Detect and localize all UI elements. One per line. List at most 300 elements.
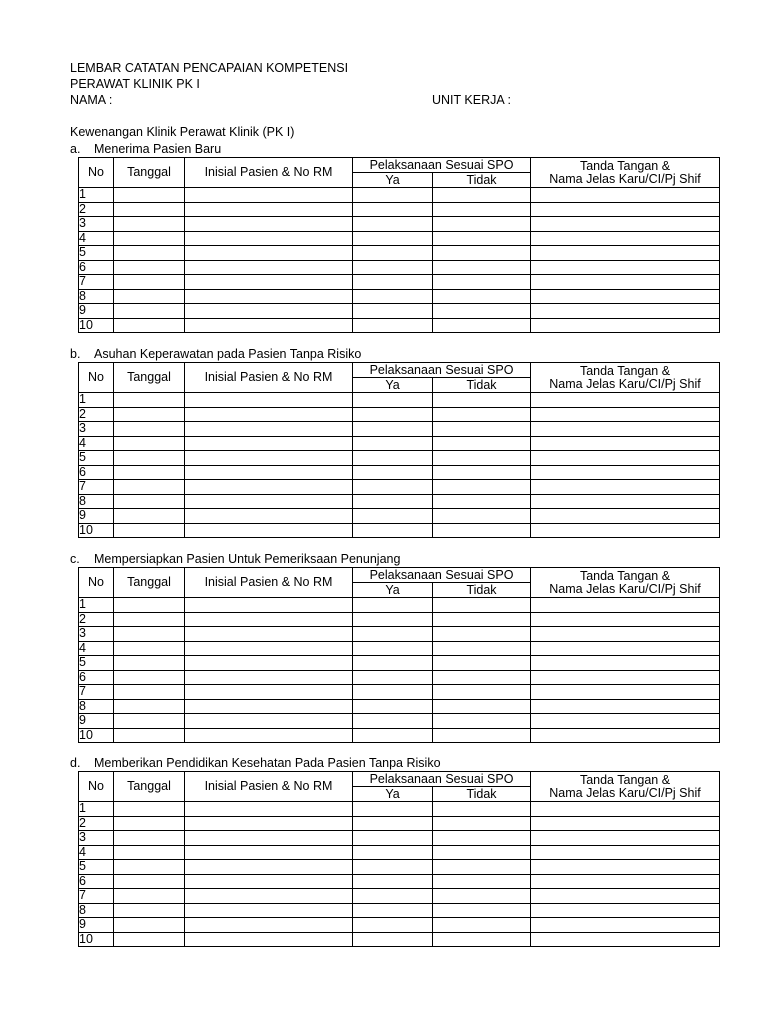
col-header-tanda-tangan [531, 158, 720, 188]
ya-cell[interactable] [353, 393, 433, 408]
tanggal-cell[interactable] [114, 509, 185, 524]
row-number: 1 [79, 598, 114, 613]
col-header-tanda-tangan [531, 363, 720, 393]
tidak-cell[interactable] [433, 304, 531, 319]
tidak-cell[interactable] [433, 874, 531, 889]
ya-cell[interactable] [353, 289, 433, 304]
competency-section [70, 551, 720, 743]
inisial-cell[interactable] [185, 275, 353, 290]
tidak-cell[interactable] [433, 816, 531, 831]
tidak-cell[interactable] [433, 509, 531, 524]
table-row [79, 188, 720, 203]
ya-cell[interactable] [353, 480, 433, 495]
col-header-inisial: Inisial Pasien & No RM [185, 363, 353, 393]
tanda-tangan-cell[interactable] [531, 304, 720, 319]
tanda-tangan-cell[interactable] [531, 246, 720, 261]
ya-cell[interactable] [353, 641, 433, 656]
row-number: 4 [79, 845, 114, 860]
tanggal-cell[interactable] [114, 612, 185, 627]
tidak-cell[interactable] [433, 246, 531, 261]
section-letter: c. [70, 552, 80, 566]
tanggal-cell[interactable] [114, 494, 185, 509]
tidak-cell[interactable] [433, 523, 531, 538]
tidak-cell[interactable] [433, 932, 531, 947]
ya-cell[interactable] [353, 889, 433, 904]
inisial-cell[interactable] [185, 612, 353, 627]
tanda-tangan-cell[interactable] [531, 451, 720, 466]
tidak-cell[interactable] [433, 627, 531, 642]
ya-cell[interactable] [353, 598, 433, 613]
competency-section [70, 755, 720, 947]
col-header-tanggal: Tanggal [114, 772, 185, 802]
tanda-tangan-cell[interactable] [531, 407, 720, 422]
inisial-cell[interactable] [185, 188, 353, 203]
tanggal-cell[interactable] [114, 860, 185, 875]
table-row [79, 670, 720, 685]
col-header-tidak: Tidak [433, 173, 531, 188]
tanda-tangan-cell[interactable] [531, 393, 720, 408]
tidak-cell[interactable] [433, 728, 531, 743]
inisial-cell[interactable] [185, 407, 353, 422]
table-row [79, 494, 720, 509]
tanda-tangan-cell[interactable] [531, 217, 720, 232]
ya-cell[interactable] [353, 860, 433, 875]
table-row [79, 465, 720, 480]
competency-table [78, 157, 720, 333]
inisial-cell[interactable] [185, 480, 353, 495]
tanggal-cell[interactable] [114, 874, 185, 889]
ya-cell[interactable] [353, 612, 433, 627]
row-number: 2 [79, 202, 114, 217]
tidak-cell[interactable] [433, 422, 531, 437]
tanda-tangan-cell[interactable] [531, 275, 720, 290]
table-row [79, 831, 720, 846]
ya-cell[interactable] [353, 627, 433, 642]
table-row [79, 656, 720, 671]
tanggal-cell[interactable] [114, 728, 185, 743]
tanggal-cell[interactable] [114, 318, 185, 333]
tidak-cell[interactable] [433, 641, 531, 656]
tanda-tangan-cell[interactable] [531, 627, 720, 642]
inisial-cell[interactable] [185, 465, 353, 480]
inisial-cell[interactable] [185, 217, 353, 232]
ya-cell[interactable] [353, 231, 433, 246]
inisial-cell[interactable] [185, 393, 353, 408]
row-number: 4 [79, 436, 114, 451]
col-header-inisial: Inisial Pasien & No RM [185, 158, 353, 188]
document-header [70, 60, 720, 140]
unit-kerja-label: UNIT KERJA : [432, 93, 511, 107]
table-row [79, 202, 720, 217]
tanda-tangan-cell[interactable] [531, 656, 720, 671]
tidak-cell[interactable] [433, 289, 531, 304]
inisial-cell[interactable] [185, 231, 353, 246]
table-row [79, 860, 720, 875]
section-title-text: Memberikan Pendidikan Kesehatan Pada Pasien Tanpa Risiko [94, 756, 441, 770]
doc-title-line2: PERAWAT KLINIK PK I [70, 77, 200, 91]
tidak-cell[interactable] [433, 903, 531, 918]
tanda-tangan-cell[interactable] [531, 903, 720, 918]
section-letter: d. [70, 756, 81, 770]
inisial-cell[interactable] [185, 699, 353, 714]
inisial-cell[interactable] [185, 889, 353, 904]
inisial-cell[interactable] [185, 802, 353, 817]
ya-cell[interactable] [353, 523, 433, 538]
ya-cell[interactable] [353, 685, 433, 700]
inisial-cell[interactable] [185, 494, 353, 509]
ya-cell[interactable] [353, 816, 433, 831]
inisial-cell[interactable] [185, 816, 353, 831]
row-number: 7 [79, 275, 114, 290]
row-number: 9 [79, 304, 114, 319]
inisial-cell[interactable] [185, 509, 353, 524]
ya-cell[interactable] [353, 436, 433, 451]
tanda-tangan-cell[interactable] [531, 289, 720, 304]
competency-table [78, 567, 720, 743]
table-row [79, 889, 720, 904]
tanda-tangan-cell[interactable] [531, 436, 720, 451]
tanggal-cell[interactable] [114, 831, 185, 846]
ya-cell[interactable] [353, 422, 433, 437]
row-number: 6 [79, 874, 114, 889]
tidak-cell[interactable] [433, 685, 531, 700]
col-header-inisial: Inisial Pasien & No RM [185, 568, 353, 598]
tanda-tangan-cell[interactable] [531, 231, 720, 246]
tanda-tangan-cell[interactable] [531, 188, 720, 203]
tanggal-cell[interactable] [114, 845, 185, 860]
tidak-cell[interactable] [433, 217, 531, 232]
ya-cell[interactable] [353, 465, 433, 480]
tanda-tangan-cell[interactable] [531, 670, 720, 685]
inisial-cell[interactable] [185, 641, 353, 656]
ya-cell[interactable] [353, 903, 433, 918]
inisial-cell[interactable] [185, 831, 353, 846]
tidak-cell[interactable] [433, 465, 531, 480]
tanda-tangan-cell[interactable] [531, 509, 720, 524]
tidak-cell[interactable] [433, 699, 531, 714]
table-header-row [79, 772, 720, 787]
inisial-cell[interactable] [185, 903, 353, 918]
tanda-tangan-line1: Tanda Tangan & [579, 568, 671, 583]
table-row [79, 699, 720, 714]
ya-cell[interactable] [353, 918, 433, 933]
ya-cell[interactable] [353, 304, 433, 319]
col-header-no: No [79, 158, 114, 188]
row-number: 7 [79, 685, 114, 700]
tanda-tangan-cell[interactable] [531, 480, 720, 495]
tanggal-cell[interactable] [114, 918, 185, 933]
tanggal-cell[interactable] [114, 480, 185, 495]
tanda-tangan-cell[interactable] [531, 422, 720, 437]
tanggal-cell[interactable] [114, 523, 185, 538]
ya-cell[interactable] [353, 246, 433, 261]
tidak-cell[interactable] [433, 436, 531, 451]
tanggal-cell[interactable] [114, 685, 185, 700]
inisial-cell[interactable] [185, 627, 353, 642]
row-number: 8 [79, 494, 114, 509]
table-row [79, 436, 720, 451]
tidak-cell[interactable] [433, 598, 531, 613]
tanda-tangan-cell[interactable] [531, 202, 720, 217]
competency-table [78, 362, 720, 538]
inisial-cell[interactable] [185, 422, 353, 437]
tanggal-cell[interactable] [114, 670, 185, 685]
tidak-cell[interactable] [433, 275, 531, 290]
tanda-tangan-line1: Tanda Tangan & [579, 158, 671, 173]
tanggal-cell[interactable] [114, 627, 185, 642]
tanda-tangan-cell[interactable] [531, 612, 720, 627]
ya-cell[interactable] [353, 728, 433, 743]
section-letter: b. [70, 347, 81, 361]
ya-cell[interactable] [353, 188, 433, 203]
inisial-cell[interactable] [185, 728, 353, 743]
tanda-tangan-cell[interactable] [531, 860, 720, 875]
tidak-cell[interactable] [433, 231, 531, 246]
inisial-cell[interactable] [185, 289, 353, 304]
inisial-cell[interactable] [185, 714, 353, 729]
table-row [79, 903, 720, 918]
col-header-tanggal: Tanggal [114, 568, 185, 598]
tanggal-cell[interactable] [114, 451, 185, 466]
tidak-cell[interactable] [433, 802, 531, 817]
tanda-tangan-cell[interactable] [531, 494, 720, 509]
tidak-cell[interactable] [433, 318, 531, 333]
table-row [79, 714, 720, 729]
row-number: 2 [79, 816, 114, 831]
inisial-cell[interactable] [185, 845, 353, 860]
col-header-no: No [79, 568, 114, 598]
col-header-ya: Ya [353, 173, 433, 188]
table-row [79, 918, 720, 933]
tanggal-cell[interactable] [114, 465, 185, 480]
tanda-tangan-cell[interactable] [531, 699, 720, 714]
tidak-cell[interactable] [433, 188, 531, 203]
tanggal-cell[interactable] [114, 656, 185, 671]
tanda-tangan-cell[interactable] [531, 523, 720, 538]
tanggal-cell[interactable] [114, 407, 185, 422]
row-number: 10 [79, 523, 114, 538]
inisial-cell[interactable] [185, 918, 353, 933]
inisial-cell[interactable] [185, 874, 353, 889]
table-row [79, 480, 720, 495]
tanda-tangan-cell[interactable] [531, 598, 720, 613]
inisial-cell[interactable] [185, 670, 353, 685]
table-row [79, 217, 720, 232]
tanggal-cell[interactable] [114, 188, 185, 203]
tanggal-cell[interactable] [114, 598, 185, 613]
tanda-tangan-cell[interactable] [531, 802, 720, 817]
table-row [79, 845, 720, 860]
row-number: 3 [79, 217, 114, 232]
inisial-cell[interactable] [185, 436, 353, 451]
identity-row [70, 92, 720, 108]
ya-cell[interactable] [353, 670, 433, 685]
tanda-tangan-cell[interactable] [531, 685, 720, 700]
tanda-tangan-cell[interactable] [531, 641, 720, 656]
inisial-cell[interactable] [185, 260, 353, 275]
ya-cell[interactable] [353, 656, 433, 671]
tidak-cell[interactable] [433, 612, 531, 627]
table-row [79, 598, 720, 613]
tanggal-cell[interactable] [114, 422, 185, 437]
tanggal-cell[interactable] [114, 231, 185, 246]
inisial-cell[interactable] [185, 860, 353, 875]
table-row [79, 612, 720, 627]
tanggal-cell[interactable] [114, 304, 185, 319]
col-header-pelaksanaan: Pelaksanaan Sesuai SPO [353, 568, 531, 583]
tidak-cell[interactable] [433, 889, 531, 904]
tanda-tangan-cell[interactable] [531, 260, 720, 275]
tidak-cell[interactable] [433, 260, 531, 275]
tanda-tangan-cell[interactable] [531, 918, 720, 933]
inisial-cell[interactable] [185, 656, 353, 671]
table-row [79, 523, 720, 538]
tanda-tangan-cell[interactable] [531, 714, 720, 729]
tanda-tangan-cell[interactable] [531, 874, 720, 889]
tanda-tangan-cell[interactable] [531, 465, 720, 480]
tanggal-cell[interactable] [114, 903, 185, 918]
inisial-cell[interactable] [185, 202, 353, 217]
tanggal-cell[interactable] [114, 816, 185, 831]
tanggal-cell[interactable] [114, 436, 185, 451]
table-row [79, 627, 720, 642]
ya-cell[interactable] [353, 494, 433, 509]
ya-cell[interactable] [353, 874, 433, 889]
section-title [70, 755, 720, 771]
inisial-cell[interactable] [185, 685, 353, 700]
row-number: 9 [79, 714, 114, 729]
tidak-cell[interactable] [433, 845, 531, 860]
col-header-tanggal: Tanggal [114, 363, 185, 393]
ya-cell[interactable] [353, 714, 433, 729]
tanggal-cell[interactable] [114, 275, 185, 290]
inisial-cell[interactable] [185, 932, 353, 947]
ya-cell[interactable] [353, 831, 433, 846]
tanggal-cell[interactable] [114, 217, 185, 232]
section-letter: a. [70, 142, 81, 156]
tanggal-cell[interactable] [114, 260, 185, 275]
table-row [79, 685, 720, 700]
ya-cell[interactable] [353, 845, 433, 860]
row-number: 7 [79, 889, 114, 904]
row-number: 1 [79, 188, 114, 203]
table-row [79, 641, 720, 656]
row-number: 6 [79, 465, 114, 480]
col-header-tanda-tangan [531, 568, 720, 598]
tanggal-cell[interactable] [114, 714, 185, 729]
inisial-cell[interactable] [185, 246, 353, 261]
tanda-tangan-line2: Nama Jelas Karu/CI/Pj Shif [549, 376, 701, 391]
tanda-tangan-cell[interactable] [531, 318, 720, 333]
ya-cell[interactable] [353, 260, 433, 275]
tidak-cell[interactable] [433, 918, 531, 933]
col-header-pelaksanaan: Pelaksanaan Sesuai SPO [353, 158, 531, 173]
col-header-pelaksanaan: Pelaksanaan Sesuai SPO [353, 772, 531, 787]
table-header-row [79, 568, 720, 583]
table-row [79, 816, 720, 831]
row-number: 8 [79, 699, 114, 714]
col-header-tidak: Tidak [433, 378, 531, 393]
tanggal-cell[interactable] [114, 699, 185, 714]
table-row [79, 874, 720, 889]
row-number: 1 [79, 802, 114, 817]
competency-section [70, 141, 720, 333]
tanda-tangan-cell[interactable] [531, 889, 720, 904]
tanggal-cell[interactable] [114, 641, 185, 656]
tidak-cell[interactable] [433, 860, 531, 875]
tidak-cell[interactable] [433, 494, 531, 509]
inisial-cell[interactable] [185, 598, 353, 613]
col-header-no: No [79, 772, 114, 802]
ya-cell[interactable] [353, 509, 433, 524]
col-header-tidak: Tidak [433, 787, 531, 802]
ya-cell[interactable] [353, 699, 433, 714]
competency-section [70, 346, 720, 538]
row-number: 3 [79, 422, 114, 437]
table-row [79, 304, 720, 319]
tidak-cell[interactable] [433, 407, 531, 422]
tanggal-cell[interactable] [114, 802, 185, 817]
tanda-tangan-line2: Nama Jelas Karu/CI/Pj Shif [549, 581, 701, 596]
tidak-cell[interactable] [433, 714, 531, 729]
col-header-ya: Ya [353, 583, 433, 598]
ya-cell[interactable] [353, 275, 433, 290]
tanda-tangan-cell[interactable] [531, 816, 720, 831]
ya-cell[interactable] [353, 217, 433, 232]
table-row [79, 509, 720, 524]
inisial-cell[interactable] [185, 318, 353, 333]
tanda-tangan-cell[interactable] [531, 831, 720, 846]
ya-cell[interactable] [353, 451, 433, 466]
tidak-cell[interactable] [433, 202, 531, 217]
tidak-cell[interactable] [433, 656, 531, 671]
tanda-tangan-cell[interactable] [531, 845, 720, 860]
tanggal-cell[interactable] [114, 889, 185, 904]
section-title [70, 551, 720, 567]
row-number: 9 [79, 918, 114, 933]
tidak-cell[interactable] [433, 831, 531, 846]
tidak-cell[interactable] [433, 670, 531, 685]
row-number: 3 [79, 627, 114, 642]
table-row [79, 393, 720, 408]
ya-cell[interactable] [353, 932, 433, 947]
tanda-tangan-cell[interactable] [531, 728, 720, 743]
ya-cell[interactable] [353, 802, 433, 817]
ya-cell[interactable] [353, 407, 433, 422]
table-row [79, 318, 720, 333]
section-title-text: Mempersiapkan Pasien Untuk Pemeriksaan Penunjang [94, 552, 401, 566]
row-number: 8 [79, 903, 114, 918]
tanggal-cell[interactable] [114, 202, 185, 217]
tidak-cell[interactable] [433, 451, 531, 466]
tanggal-cell[interactable] [114, 393, 185, 408]
inisial-cell[interactable] [185, 304, 353, 319]
ya-cell[interactable] [353, 318, 433, 333]
tanggal-cell[interactable] [114, 932, 185, 947]
tanggal-cell[interactable] [114, 246, 185, 261]
inisial-cell[interactable] [185, 451, 353, 466]
tanggal-cell[interactable] [114, 289, 185, 304]
table-row [79, 802, 720, 817]
tidak-cell[interactable] [433, 480, 531, 495]
row-number: 4 [79, 641, 114, 656]
inisial-cell[interactable] [185, 523, 353, 538]
row-number: 9 [79, 509, 114, 524]
ya-cell[interactable] [353, 202, 433, 217]
row-number: 2 [79, 612, 114, 627]
tanda-tangan-cell[interactable] [531, 932, 720, 947]
tidak-cell[interactable] [433, 393, 531, 408]
